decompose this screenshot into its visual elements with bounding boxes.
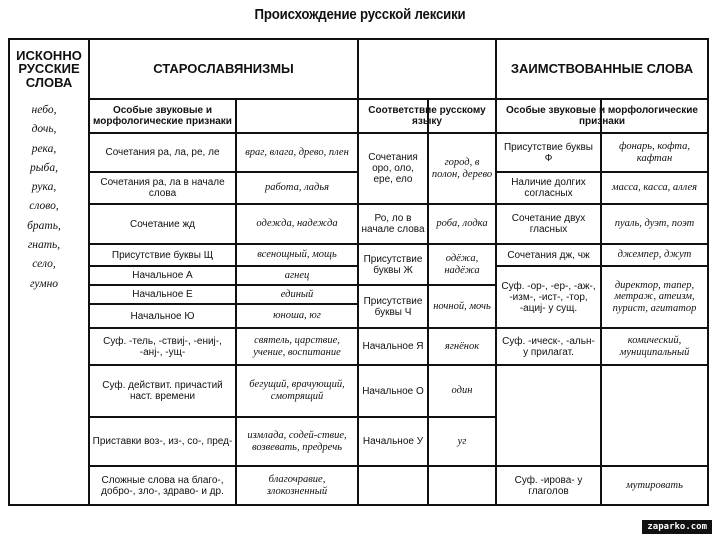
os-feature: Начальное Ю xyxy=(130,310,195,322)
os-feature: Начальное А xyxy=(132,270,193,281)
os-feature: Приставки воз-, из-, со-, пред- xyxy=(92,436,233,447)
br-feature: Суф. -ическ-, -альн- у прилагат. xyxy=(502,335,595,358)
ru-feature: Присутствие буквы Ч xyxy=(363,295,423,318)
native-word: гумно xyxy=(29,277,59,290)
ru-example: уг xyxy=(457,435,467,447)
header-borrowed: ЗАИМСТВОВАННЫЕ СЛОВА xyxy=(510,60,694,76)
br-example: мутировать xyxy=(626,479,683,491)
ru-feature: Присутствие буквы Ж xyxy=(363,253,423,276)
native-words-list xyxy=(10,101,78,294)
br-example: фонарь, кофта, кафтан xyxy=(619,140,690,164)
os-example: одежда, надежда xyxy=(256,218,338,230)
native-word: рука, xyxy=(31,181,57,194)
os-example: юноша, юг xyxy=(273,310,321,322)
os-example: всенощный, мощь xyxy=(257,249,337,261)
watermark: zaparko.com xyxy=(642,520,712,534)
br-example: пуаль, дуэт, поэт xyxy=(614,218,695,230)
br-feature: Сочетание двух гласных xyxy=(511,213,586,235)
os-example: бегущий, врачующий, смотрящий xyxy=(249,379,345,402)
br-example: комический, муниципальный xyxy=(619,334,690,358)
native-word: небо, xyxy=(31,104,57,116)
ru-feature: Начальное О xyxy=(362,385,424,397)
ru-example: ягнёнок xyxy=(444,340,480,352)
native-word: брать, xyxy=(27,219,61,232)
header-native: ИСКОННО РУССКИЕ СЛОВА xyxy=(16,47,82,90)
os-example: работа, ладья xyxy=(264,182,330,194)
br-feature: Сочетания дж, чж xyxy=(507,249,590,261)
os-example: измлада, содей-ствие, возвевать, предречь xyxy=(247,429,347,453)
br-feature: Суф. -ор-, -ер-, -аж-, -изм-, -ист-, -тор, -ациј- у сущ. xyxy=(501,280,596,314)
ru-example: одёжа, надёжа xyxy=(444,252,480,276)
native-word: река, xyxy=(31,142,57,155)
os-feature: Сочетание жд xyxy=(129,218,195,230)
native-word: гнать, xyxy=(27,239,61,252)
br-example: джемпер, джут xyxy=(617,249,692,261)
ru-feature: Начальное У xyxy=(362,436,424,447)
subheader-os-russian: Соответствие русскому языку xyxy=(368,105,486,127)
page-title: Происхождение русской лексики xyxy=(254,6,466,23)
br-example: масса, касса, аллея xyxy=(611,182,698,194)
ru-example: роба, лодка xyxy=(436,218,488,230)
br-feature: Наличие долгих согласных xyxy=(511,177,586,199)
native-word: рыба, xyxy=(30,161,58,174)
br-example: директор, тапер, метраж, атеизм, пурист, агитатор xyxy=(612,279,697,314)
header-old-slavonic: СТАРОСЛАВЯНИЗМЫ xyxy=(153,60,294,76)
subheader-br-features: Особые звуковые и морфологические признаки xyxy=(506,105,698,127)
ru-feature: Начальное Я xyxy=(362,341,424,352)
ru-feature: Сочетания оро, оло, ере, ело xyxy=(368,152,418,185)
os-feature: Сочетания ра, ла в начале слова xyxy=(100,177,225,199)
os-example: единый xyxy=(280,288,314,300)
ru-feature: Ро, ло в начале слова xyxy=(361,213,425,235)
os-feature: Суф. -тель, -ствиј-, -ениј-, -анј-, -ущ- xyxy=(103,335,222,358)
os-feature: Сложные слова на благо-, добро-, зло-, здраво- и др. xyxy=(101,474,224,497)
native-word: село, xyxy=(32,258,56,271)
os-example: святель, царствие, учение, воспитание xyxy=(253,334,341,358)
native-word: слово, xyxy=(29,200,59,213)
ru-example: город, в полон, дерево xyxy=(431,156,493,180)
os-feature: Начальное Е xyxy=(132,289,193,300)
os-feature: Сочетания ра, ла, ре, ле xyxy=(105,147,220,158)
br-feature: Суф. -ирова- у глаголов xyxy=(514,474,583,497)
os-feature: Суф. действит. причастий наст. времени xyxy=(102,380,223,402)
ru-example: ночной, мочь xyxy=(433,300,491,312)
br-feature: Присутствие буквы Ф xyxy=(503,141,593,164)
os-example: агнец xyxy=(284,269,310,281)
native-word: дочь, xyxy=(31,123,57,136)
subheader-os-features: Особые звуковые и морфологические признаки xyxy=(93,105,232,127)
ru-example: один xyxy=(451,385,473,397)
os-example: враг, влага, древо, плен xyxy=(245,146,349,158)
os-example: благочравие, злокозненный xyxy=(266,473,328,497)
lexicon-table xyxy=(8,38,709,506)
os-feature: Присутствие буквы Щ xyxy=(111,249,214,261)
